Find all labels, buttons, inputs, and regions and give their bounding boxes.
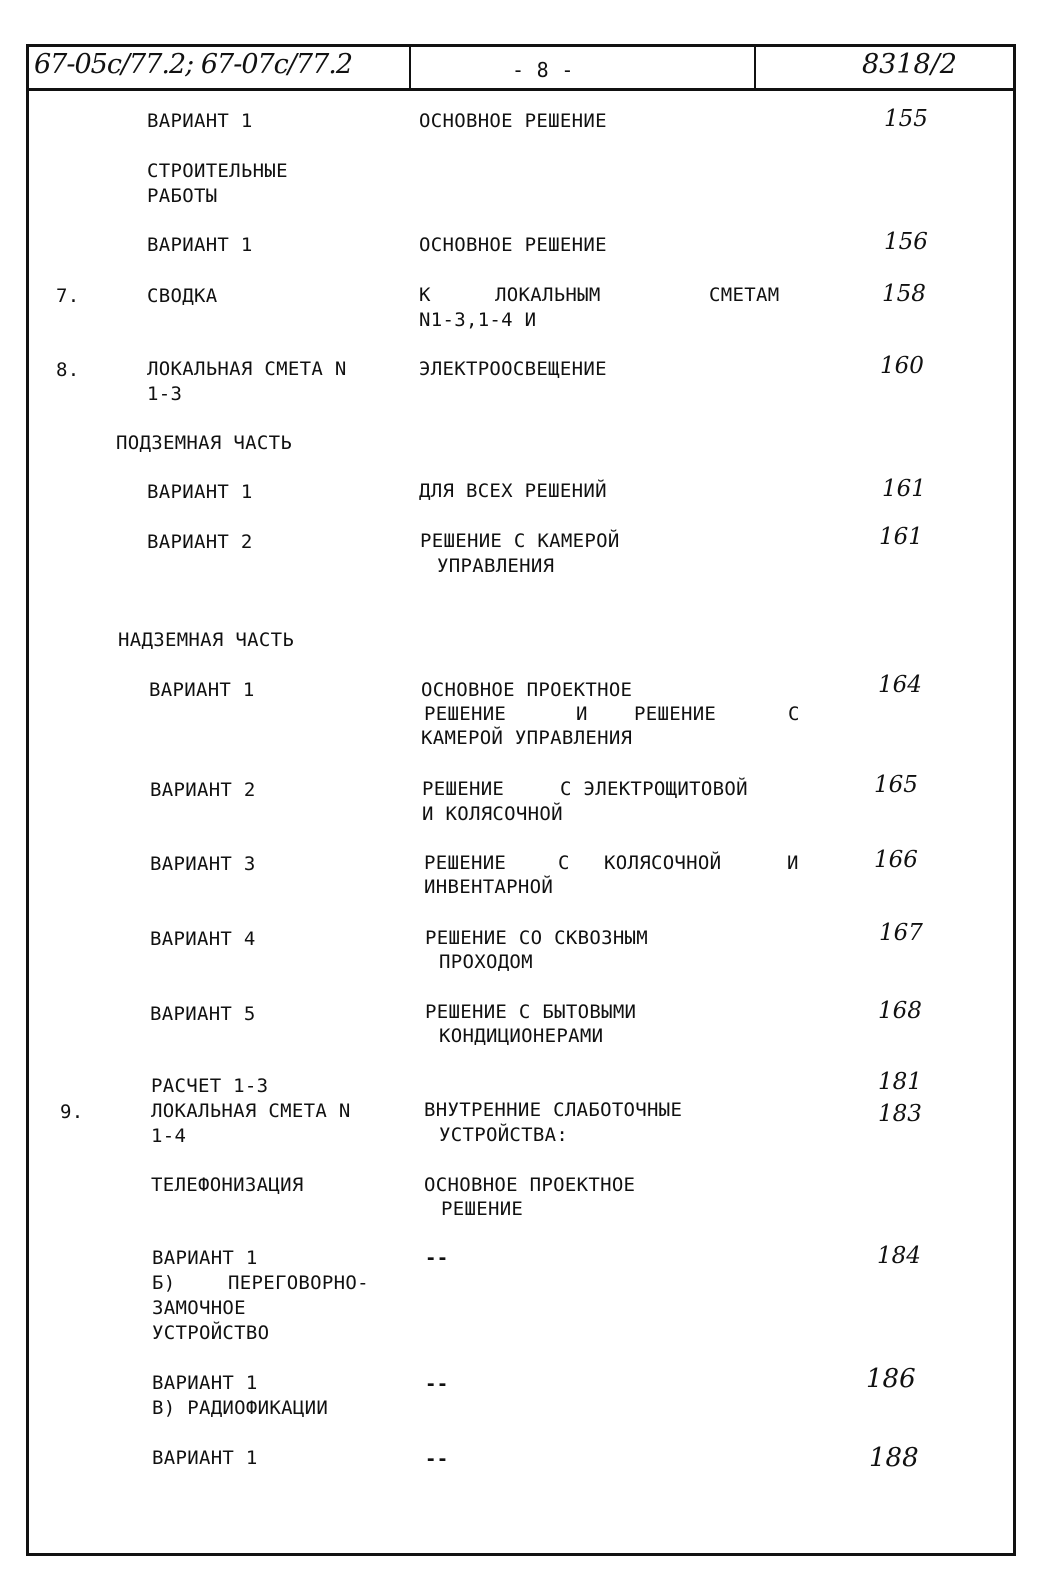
toc-description: С — [788, 703, 800, 725]
toc-description: ОСНОВНОЕ РЕШЕНИЕ — [419, 234, 607, 256]
toc-description: ОСНОВНОЕ РЕШЕНИЕ — [419, 110, 607, 132]
toc-description: ДЛЯ ВСЕХ РЕШЕНИЙ — [419, 480, 607, 502]
toc-page-number: 161 — [882, 476, 926, 502]
toc-variant-label: ВАРИАНТ 1 — [152, 1447, 258, 1469]
toc-section-label: СТРОИТЕЛЬНЫЕ — [147, 160, 288, 182]
toc-page-number: 167 — [879, 920, 923, 946]
toc-description: РЕШЕНИЕ — [441, 1198, 524, 1220]
toc-variant-label: УСТРОЙСТВО — [152, 1322, 270, 1344]
toc-page-number: 181 — [878, 1069, 922, 1095]
toc-item-number: 9. — [60, 1101, 84, 1123]
toc-page-number: 164 — [878, 672, 922, 698]
toc-item-title: ЛОКАЛЬНАЯ СМЕТА N — [147, 358, 347, 380]
toc-item-title: 1-3 — [147, 383, 183, 405]
toc-item-title: РАСЧЕТ 1-3 — [151, 1075, 269, 1097]
toc-variant-label: ВАРИАНТ 1 — [147, 234, 253, 256]
toc-description: -- — [425, 1247, 449, 1269]
toc-description: ПРОХОДОМ — [439, 951, 533, 973]
toc-description: К — [419, 284, 431, 306]
toc-variant-label: Б) — [152, 1272, 176, 1294]
toc-variant-label: ВАРИАНТ 3 — [150, 853, 256, 875]
toc-page-number: 186 — [866, 1364, 916, 1394]
toc-description: РЕШЕНИЕ С БЫТОВЫМИ — [425, 1001, 637, 1023]
toc-description: РЕШЕНИЕ — [422, 778, 505, 800]
toc-section-heading: НАДЗЕМНАЯ ЧАСТЬ — [118, 629, 295, 651]
toc-variant-label: ВАРИАНТ 2 — [147, 531, 253, 553]
toc-page-number: 156 — [884, 229, 928, 255]
toc-variant-label: ВАРИАНТ 1 — [152, 1247, 258, 1269]
header-cell-divider — [409, 44, 411, 90]
toc-description: И КОЛЯСОЧНОЙ — [422, 803, 563, 825]
toc-variant-label: В) РАДИОФИКАЦИИ — [152, 1397, 329, 1419]
toc-description: РЕШЕНИЕ С КАМЕРОЙ — [420, 530, 620, 552]
toc-description: УПРАВЛЕНИЯ — [437, 555, 555, 577]
toc-description: КАМЕРОЙ УПРАВЛЕНИЯ — [421, 727, 633, 749]
toc-variant-label: ВАРИАНТ 1 — [147, 110, 253, 132]
toc-description: И — [787, 852, 799, 874]
toc-description: РЕШЕНИЕ СО СКВОЗНЫМ — [425, 927, 649, 949]
toc-variant-label: ВАРИАНТ 5 — [150, 1003, 256, 1025]
toc-page-number: 188 — [869, 1443, 919, 1473]
toc-description: ЭЛЕКТРООСВЕЩЕНИЕ — [419, 358, 607, 380]
page-number: - 8 - — [512, 58, 574, 82]
toc-description: N1-3,1-4 И — [419, 309, 537, 331]
toc-description: ЛОКАЛЬНЫМ — [495, 284, 601, 306]
toc-description: С — [558, 852, 570, 874]
doc-codes: 67-05с/77.2; 67-07с/77.2 — [34, 49, 353, 80]
toc-section-heading: ПОДЗЕМНАЯ ЧАСТЬ — [116, 432, 293, 454]
toc-page-number: 184 — [877, 1243, 921, 1269]
toc-variant-label: ВАРИАНТ 1 — [152, 1372, 258, 1394]
toc-page-number: 155 — [884, 106, 928, 132]
toc-description: -- — [425, 1448, 449, 1470]
toc-description: ОСНОВНОЕ ПРОЕКТНОЕ — [421, 679, 633, 701]
toc-page-number: 165 — [874, 772, 918, 798]
toc-description: КОЛЯСОЧНОЙ — [604, 852, 722, 874]
toc-page-number: 168 — [878, 998, 922, 1024]
toc-variant-label: ЗАМОЧНОЕ — [152, 1297, 246, 1319]
toc-item-number: 8. — [56, 359, 80, 381]
toc-description: РЕШЕНИЕ — [634, 703, 717, 725]
toc-description: СМЕТАМ — [709, 284, 780, 306]
toc-description: С ЭЛЕКТРОЩИТОВОЙ — [560, 778, 748, 800]
toc-description: И — [576, 703, 588, 725]
toc-variant-label: ВАРИАНТ 1 — [149, 679, 255, 701]
toc-variant-label: ВАРИАНТ 4 — [150, 928, 256, 950]
toc-page-number: 166 — [874, 847, 918, 873]
toc-variant-label: ПЕРЕГОВОРНО- — [228, 1272, 369, 1294]
doc-number: 8318/2 — [862, 49, 957, 80]
toc-description: РЕШЕНИЕ — [424, 703, 507, 725]
toc-variant-label: ВАРИАНТ 1 — [147, 481, 253, 503]
toc-item-number: 7. — [56, 285, 80, 307]
toc-description: РЕШЕНИЕ — [424, 852, 507, 874]
toc-item-title: ТЕЛЕФОНИЗАЦИЯ — [151, 1174, 304, 1196]
header-divider — [26, 88, 1016, 91]
toc-description: ОСНОВНОЕ ПРОЕКТНОЕ — [424, 1174, 636, 1196]
toc-description: УСТРОЙСТВА: — [439, 1124, 569, 1146]
toc-description: -- — [425, 1373, 449, 1395]
toc-description: ИНВЕНТАРНОЙ — [424, 876, 554, 898]
toc-page-number: 161 — [879, 524, 923, 550]
toc-section-label: РАБОТЫ — [147, 185, 218, 207]
toc-item-title: СВОДКА — [147, 285, 218, 307]
toc-item-title: ЛОКАЛЬНАЯ СМЕТА N — [151, 1100, 351, 1122]
toc-item-title: 1-4 — [151, 1125, 187, 1147]
toc-description: ВНУТРЕННИЕ СЛАБОТОЧНЫЕ — [424, 1099, 683, 1121]
toc-variant-label: ВАРИАНТ 2 — [150, 779, 256, 801]
toc-page-number: 183 — [878, 1101, 922, 1127]
toc-page-number: 158 — [882, 281, 926, 307]
toc-page-number: 160 — [880, 353, 924, 379]
header-cell-divider — [754, 44, 756, 90]
toc-description: КОНДИЦИОНЕРАМИ — [439, 1025, 604, 1047]
